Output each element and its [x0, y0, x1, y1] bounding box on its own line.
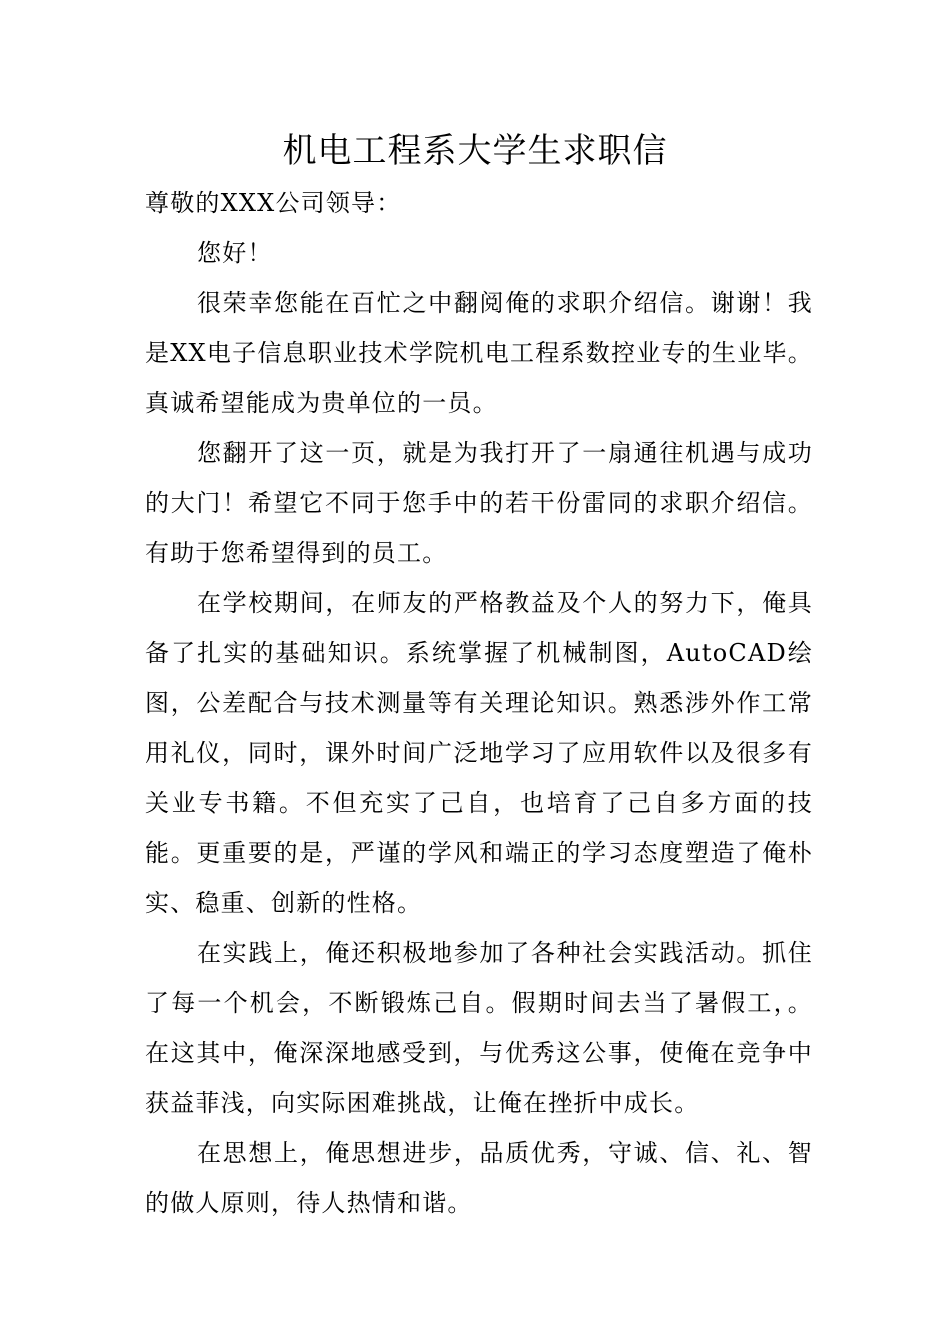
letter-body — [145, 178, 813, 1228]
character-paragraph: 在思想上，俺思想进步，品质优秀，守诚、信、礼、智的做人原则，待人热情和谐。 — [145, 1139, 813, 1217]
intro-paragraph: 很荣幸您能在百忙之中翻阅俺的求职介绍信。谢谢！我是XX电子信息职业技术学院机电工程系数控业专的生业毕。真诚希望能成为贵单位的一员。 — [145, 289, 813, 417]
practice-paragraph: 在实践上，俺还积极地参加了各种社会实践活动。抓住了每一个机会，不断锻炼己自。假期时间去当了暑假工，。在这其中，俺深深地感受到，与优秀这公事，使俺在竞争中获益菲浅，向实际困难挑战，让俺在挫折中成长。 — [145, 939, 813, 1117]
salutation: 尊敬的XXX公司领导： — [145, 189, 402, 217]
page-title: 机电工程系大学生求职信 — [282, 131, 668, 171]
opportunity-paragraph: 您翻开了这一页，就是为我打开了一扇通往机遇与成功的大门！希望它不同于您手中的若干份雷同的求职介绍信。有助于您希望得到的员工。 — [145, 439, 813, 567]
greeting-paragraph: 您好！ — [197, 239, 273, 267]
education-paragraph: 在学校期间，在师友的严格教益及个人的努力下，俺具备了扎实的基础知识。系统掌握了机械制图，AutoCAD绘图，公差配合与技术测量等有关理论知识。熟悉涉外作工常用礼仪，同时，课外时间广泛地学习了应用软件以及很多有关业专书籍。不但充实了己自，也培育了己自多方面的技能。更重要的是，严谨的学风和端正的学习态度塑造了俺朴实、稳重、创新的性格。 — [145, 589, 813, 917]
